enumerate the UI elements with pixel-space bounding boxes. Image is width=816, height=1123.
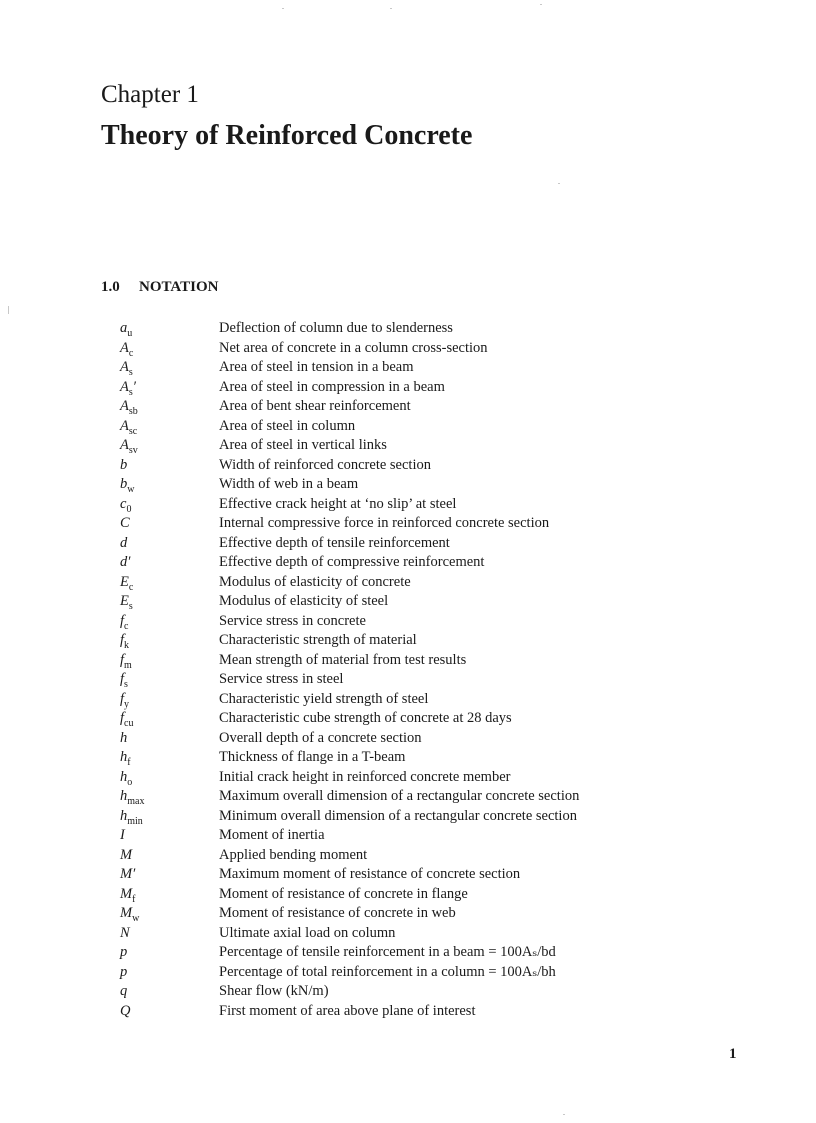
notation-description: Moment of inertia [219,827,325,843]
notation-row [120,963,680,983]
symbol-base: N [120,924,130,941]
notation-row [120,534,680,554]
notation-row [120,475,680,495]
symbol-subscript: c [124,620,129,632]
symbol-base: d [120,534,128,551]
notation-symbol [120,729,219,749]
symbol-prime: ′ [127,554,131,570]
symbol-base: E [120,573,129,590]
notation-row [120,982,680,1002]
notation-symbol [120,631,219,651]
notation-symbol [120,748,219,768]
notation-description: Ultimate axial load on column [219,924,396,941]
notation-symbol [120,826,219,846]
notation-row [120,436,680,456]
symbol-subscript: o [127,776,133,788]
notation-row [120,865,680,885]
symbol-subscript: s [128,386,133,398]
symbol-subscript: c [128,581,134,593]
symbol-base: h [120,788,128,804]
symbol-base: A [120,339,129,356]
notation-row [120,378,680,398]
notation-symbol [120,475,219,495]
symbol-base: M [120,866,133,882]
symbol-base: M [120,885,133,902]
symbol-base: A [120,417,129,434]
notation-description: Characteristic cube strength of concrete at 28 days [219,710,512,726]
notation-description: Area of steel in vertical links [219,437,387,453]
symbol-subscript: sb [128,405,138,417]
notation-symbol [120,885,219,905]
notation-row [120,417,680,437]
symbol-base: f [120,632,125,648]
symbol-subscript: f [132,893,136,905]
notation-row [120,846,680,866]
notation-row [120,924,680,944]
symbol-subscript: sv [128,444,138,456]
symbol-subscript: f [127,756,131,768]
notation-row [120,651,680,671]
notation-list [120,319,680,1021]
symbol-base: h [120,749,128,765]
symbol-base: b [120,476,128,492]
symbol-base: A [120,378,129,395]
notation-description: Minimum overall dimension of a rectangular concrete section [219,807,577,824]
notation-description: Shear flow (kN/m) [219,983,329,999]
notation-row [120,553,680,573]
notation-description: Area of steel in compression in a beam [219,378,445,395]
scan-speck [558,183,560,184]
symbol-base: b [120,456,128,473]
notation-row [120,495,680,515]
notation-description: Area of steel in column [219,417,356,434]
notation-symbol [120,397,219,417]
symbol-prime: ′ [132,378,136,395]
notation-symbol [120,787,219,807]
symbol-base: C [120,515,130,531]
symbol-base: p [120,944,128,960]
symbol-subscript: 0 [126,503,132,515]
notation-row [120,456,680,476]
notation-description: Thickness of flange in a T-beam [219,749,406,765]
scan-speck [8,306,9,314]
symbol-base: A [120,359,129,375]
chapter-title: Theory of Reinforced Concrete [101,120,473,151]
symbol-subscript: m [124,659,132,671]
notation-symbol [120,339,219,359]
notation-row [120,904,680,924]
symbol-base: I [120,827,125,843]
chapter-label: Chapter 1 [101,81,199,108]
notation-row [120,358,680,378]
notation-row [120,690,680,710]
symbol-subscript: sc [128,425,138,437]
symbol-base: f [120,710,125,726]
notation-row [120,729,680,749]
notation-description: Internal compressive force in reinforced concrete section [219,515,550,531]
notation-symbol [120,417,219,437]
notation-row [120,943,680,963]
notation-symbol [120,807,219,827]
scan-speck [563,1114,565,1115]
notation-description: Moment of resistance of concrete in web [219,905,456,921]
section-heading [101,277,218,297]
symbol-base: A [120,437,129,453]
notation-symbol [120,846,219,866]
symbol-base: h [120,807,128,824]
symbol-subscript: s [124,678,128,690]
notation-row [120,826,680,846]
notation-symbol [120,573,219,593]
symbol-base: a [120,320,128,336]
symbol-base: q [120,983,128,999]
notation-row [120,573,680,593]
symbol-base: f [120,612,125,629]
notation-row [120,514,680,534]
notation-description: Characteristic strength of material [219,632,417,648]
symbol-base: c [120,495,127,512]
notation-description: Width of reinforced concrete section [219,456,431,473]
notation-symbol [120,865,219,885]
notation-row [120,768,680,788]
notation-description: Effective depth of tensile reinforcement [219,534,450,551]
notation-description: Effective depth of compressive reinforcement [219,554,485,570]
symbol-base: p [120,963,128,980]
symbol-subscript: w [127,483,135,495]
symbol-base: d [120,554,128,570]
symbol-base: Q [120,1002,131,1019]
notation-description: Deflection of column due to slenderness [219,320,453,336]
notation-symbol [120,943,219,963]
symbol-subscript: y [124,698,130,710]
notation-row [120,787,680,807]
symbol-subscript: min [127,815,143,827]
symbol-base: M [120,905,133,921]
notation-description: Initial crack height in reinforced concrete member [219,768,511,785]
notation-row [120,885,680,905]
notation-description: Characteristic yield strength of steel [219,690,429,707]
notation-row [120,339,680,359]
symbol-base: f [120,651,125,668]
notation-symbol [120,924,219,944]
notation-symbol [120,768,219,788]
notation-symbol [120,534,219,554]
symbol-base: M [120,846,133,863]
symbol-subscript: s [128,600,133,612]
notation-description: Modulus of elasticity of concrete [219,573,411,590]
scan-speck [540,4,542,5]
notation-symbol [120,982,219,1002]
symbol-base: f [120,690,125,707]
notation-symbol [120,456,219,476]
notation-symbol [120,514,219,534]
notation-description: Mean strength of material from test results [219,651,467,668]
notation-symbol [120,612,219,632]
notation-symbol [120,709,219,729]
symbol-subscript: w [132,912,140,924]
notation-row [120,670,680,690]
symbol-subscript: u [127,327,133,339]
symbol-subscript: c [128,347,134,359]
notation-description: Percentage of tensile reinforcement in a beam = 100Aₛ/bd [219,944,556,960]
notation-description: Width of web in a beam [219,476,359,492]
notation-row [120,612,680,632]
notation-symbol [120,963,219,983]
notation-description: Service stress in steel [219,671,344,687]
notation-description: Modulus of elasticity of steel [219,593,389,609]
notation-description: Area of bent shear reinforcement [219,398,411,414]
notation-row [120,1002,680,1022]
notation-symbol [120,904,219,924]
notation-symbol [120,651,219,671]
notation-symbol [120,358,219,378]
symbol-subscript: k [124,639,130,651]
notation-symbol [120,1002,219,1022]
notation-description: Moment of resistance of concrete in flange [219,885,468,902]
notation-description: First moment of area above plane of interest [219,1002,476,1019]
section-number: 1.0 [101,279,120,295]
notation-row [120,709,680,729]
symbol-base: E [120,593,129,609]
page-number: 1 [729,1046,737,1062]
symbol-base: h [120,729,128,746]
notation-symbol [120,319,219,339]
notation-row [120,748,680,768]
notation-description: Service stress in concrete [219,612,366,629]
notation-description: Maximum overall dimension of a rectangular concrete section [219,788,580,804]
notation-description: Maximum moment of resistance of concrete section [219,866,521,882]
notation-description: Percentage of total reinforcement in a column = 100Aₛ/bh [219,963,556,980]
symbol-subscript: max [127,795,145,807]
notation-row [120,807,680,827]
notation-symbol [120,690,219,710]
scan-speck [390,8,392,9]
notation-description: Effective crack height at ‘no slip’ at steel [219,495,457,512]
symbol-base: h [120,768,128,785]
notation-row [120,592,680,612]
notation-symbol [120,378,219,398]
symbol-subscript: s [128,366,133,378]
notation-symbol [120,495,219,515]
notation-row [120,397,680,417]
section-title: NOTATION [139,279,219,295]
symbol-subscript: cu [124,717,134,729]
notation-row [120,631,680,651]
notation-symbol [120,436,219,456]
notation-description: Applied bending moment [219,846,368,863]
notation-description: Overall depth of a concrete section [219,729,422,746]
notation-symbol [120,592,219,612]
notation-row [120,319,680,339]
symbol-base: A [120,398,129,414]
symbol-prime: ′ [132,866,136,882]
symbol-base: f [120,671,125,687]
notation-description: Area of steel in tension in a beam [219,359,414,375]
notation-symbol [120,670,219,690]
notation-symbol [120,553,219,573]
scan-speck [282,8,284,9]
notation-description: Net area of concrete in a column cross-section [219,339,488,356]
